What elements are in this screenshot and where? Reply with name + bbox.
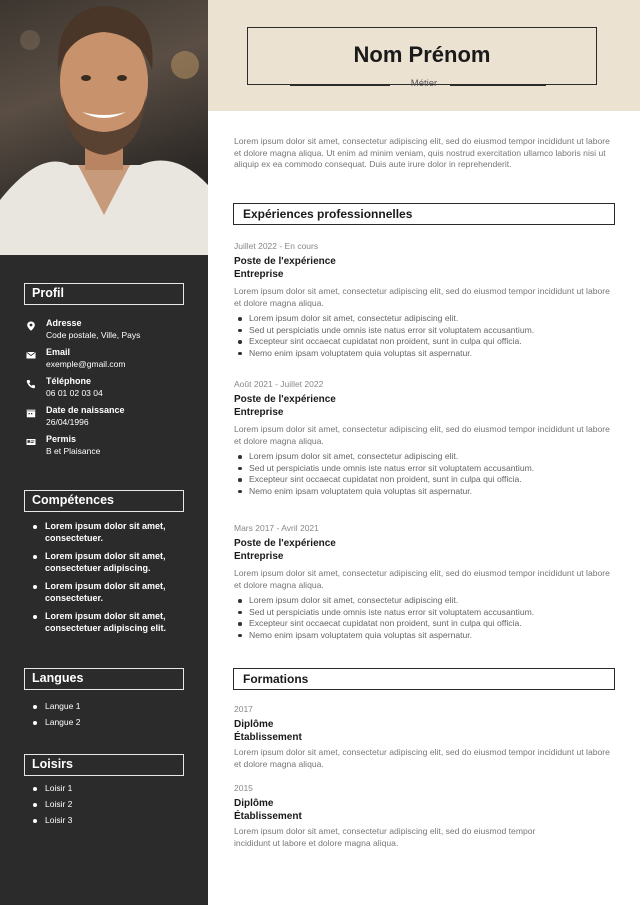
education-degree: Diplôme <box>234 798 274 809</box>
person-name: Nom Prénom <box>353 42 491 67</box>
list-item: Nemo enim ipsam voluptatem quia voluptas sit aspernatur. <box>234 348 614 360</box>
education-year: 2017 <box>234 704 253 714</box>
list-item: Lorem ipsum dolor sit amet, consectetuer. <box>32 521 182 544</box>
experience-bullets <box>234 313 614 359</box>
list-item: Loisir 2 <box>32 799 182 811</box>
education-school: Établissement <box>234 811 302 822</box>
education-heading: Formations <box>233 668 615 690</box>
experience-company: Entreprise <box>234 269 284 280</box>
list-item: Langue 2 <box>32 717 182 729</box>
list-item: Sed ut perspiciatis unde omnis iste natus error sit voluptatem accusantium. <box>234 325 614 337</box>
list-item: Nemo enim ipsam voluptatem quia voluptas sit aspernatur. <box>234 630 614 642</box>
experience-description: Lorem ipsum dolor sit amet, consectetur adipiscing elit, sed do eiusmod tempor incididunt ut labore et dolore magna aliqua. <box>234 286 610 308</box>
experience-date: Août 2021 - Juillet 2022 <box>234 379 324 389</box>
profil-list <box>24 318 194 463</box>
calendar-icon <box>26 408 36 418</box>
list-item: Sed ut perspiciatis unde omnis iste natus error sit voluptatem accusantium. <box>234 607 614 619</box>
profil-item-address <box>24 318 194 347</box>
profil-value: B et Plaisance <box>46 446 101 456</box>
job-title-wrap <box>208 0 640 111</box>
list-item: Sed ut perspiciatis unde omnis iste natus error sit voluptatem accusantium. <box>234 463 614 475</box>
list-item: Lorem ipsum dolor sit amet, consectetur adipiscing elit. <box>234 313 614 325</box>
education-description: Lorem ipsum dolor sit amet, consectetur adipiscing elit, sed do eiusmod tempor incididunt ut labore et dolore magna aliqua. <box>234 747 610 769</box>
list-item: Lorem ipsum dolor sit amet, consectetuer. <box>32 581 182 604</box>
experience-entry <box>234 241 614 360</box>
profil-label: Permis <box>46 434 77 444</box>
intro-text: Lorem ipsum dolor sit amet, consectetur adipiscing elit, sed do eiusmod tempor incididunt ut labore et dolore magna aliqua. Ut enim ad minim veniam, quis nostrud exercitation ullamco laboris nisi ut aliquip ex ea commodo consequat. Duis aute irure dolor in reprehenderit. <box>234 136 610 170</box>
experience-bullets <box>234 451 614 497</box>
profil-label: Adresse <box>46 318 82 328</box>
phone-icon <box>26 379 36 389</box>
education-school: Établissement <box>234 732 302 743</box>
profil-value[interactable]: exemple@gmail.com <box>46 359 126 369</box>
experience-position: Poste de l'expérience <box>234 538 336 549</box>
experience-date: Juillet 2022 - En cours <box>234 241 319 251</box>
skills-list <box>32 521 182 641</box>
hobbies-list <box>32 783 182 831</box>
list-item: Excepteur sint occaecat cupidatat non proident, sunt in culpa qui officia. <box>234 336 614 348</box>
experience-date: Mars 2017 - Avril 2021 <box>234 523 319 533</box>
list-item: Lorem ipsum dolor sit amet, consectetuer adipiscing. <box>32 551 182 574</box>
profile-photo <box>0 0 208 255</box>
experience-entry <box>234 523 614 642</box>
list-item: Lorem ipsum dolor sit amet, consectetur adipiscing elit. <box>234 595 614 607</box>
envelope-icon <box>26 350 36 360</box>
profil-label: Date de naissance <box>46 405 125 415</box>
list-item: Lorem ipsum dolor sit amet, consectetuer adipiscing elit. <box>32 611 182 634</box>
list-item: Excepteur sint occaecat cupidatat non proident, sunt in culpa qui officia. <box>234 474 614 486</box>
list-item: Loisir 1 <box>32 783 182 795</box>
experience-position: Poste de l'expérience <box>234 256 336 267</box>
location-pin-icon <box>26 321 36 331</box>
experience-position: Poste de l'expérience <box>234 394 336 405</box>
list-item: Langue 1 <box>32 701 182 713</box>
profil-value: 06 01 02 03 04 <box>46 388 103 398</box>
list-item: Lorem ipsum dolor sit amet, consectetur adipiscing elit. <box>234 451 614 463</box>
list-item: Nemo enim ipsam voluptatem quia voluptas sit aspernatur. <box>234 486 614 498</box>
profil-item-birthdate <box>24 405 194 434</box>
list-item: Excepteur sint occaecat cupidatat non proident, sunt in culpa qui officia. <box>234 618 614 630</box>
profil-item-phone <box>24 376 194 405</box>
experience-description: Lorem ipsum dolor sit amet, consectetur adipiscing elit, sed do eiusmod tempor incididunt ut labore et dolore magna aliqua. <box>234 424 610 446</box>
experience-heading: Expériences professionnelles <box>233 203 615 225</box>
profil-value: 26/04/1996 <box>46 417 89 427</box>
education-description: Lorem ipsum dolor sit amet, consectetur adipiscing elit, sed do eiusmod tempor incididunt ut labore et dolore magna aliqua. <box>234 826 536 848</box>
education-year: 2015 <box>234 783 253 793</box>
experience-company: Entreprise <box>234 551 284 562</box>
languages-heading: Langues <box>24 668 184 690</box>
profil-heading: Profil <box>24 283 184 305</box>
education-entry <box>234 704 614 770</box>
id-card-icon <box>26 437 36 447</box>
education-entry <box>234 783 614 849</box>
languages-list <box>32 701 182 733</box>
experience-description: Lorem ipsum dolor sit amet, consectetur adipiscing elit, sed do eiusmod tempor incididunt ut labore et dolore magna aliqua. <box>234 568 610 590</box>
education-degree: Diplôme <box>234 719 274 730</box>
experience-bullets <box>234 595 614 641</box>
list-item: Loisir 3 <box>32 815 182 827</box>
profil-item-license <box>24 434 194 463</box>
profil-label: Email <box>46 347 71 357</box>
experience-entry <box>234 379 614 498</box>
profil-value: Code postale, Ville, Pays <box>46 330 141 340</box>
profil-label: Téléphone <box>46 376 92 386</box>
skills-heading: Compétences <box>24 490 184 512</box>
hobbies-heading: Loisirs <box>24 754 184 776</box>
job-title: Métier <box>410 78 438 89</box>
profil-item-email <box>24 347 194 376</box>
experience-company: Entreprise <box>234 407 284 418</box>
